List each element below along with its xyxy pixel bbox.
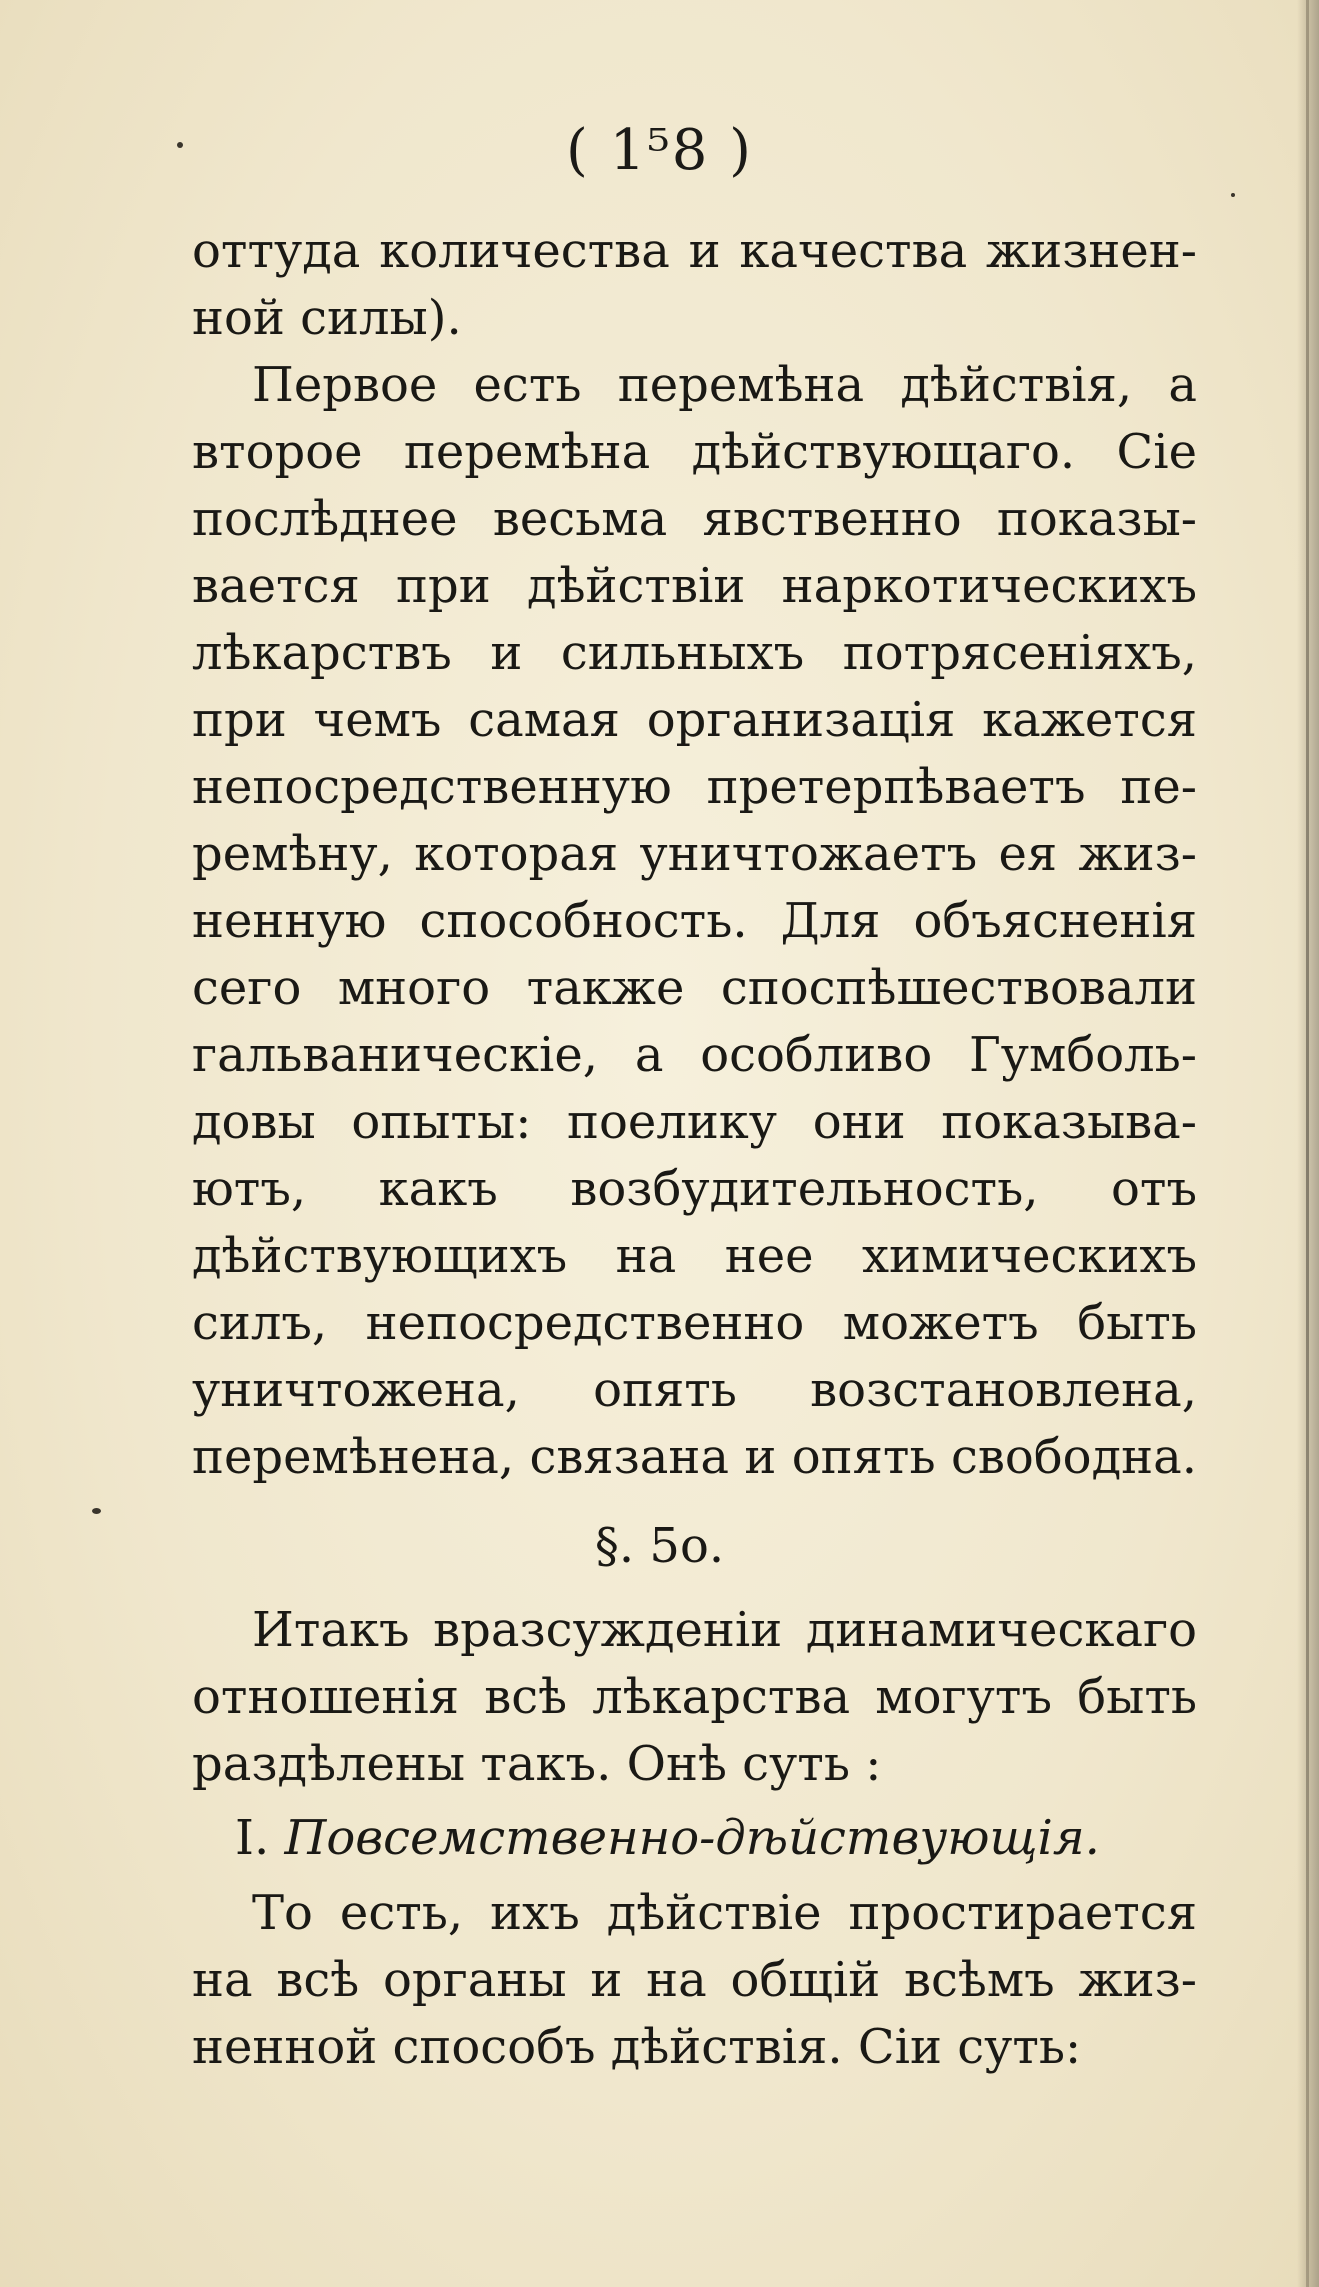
text-line: гальваническіе, а особливо Гумболь-	[192, 1027, 1197, 1083]
text-line: довы опыты: поелику они показыва-	[192, 1094, 1197, 1150]
text-line: непосредственную претерпѣваетъ пе-	[192, 759, 1197, 815]
text-line: уничтожена, опять возстановлена,	[192, 1362, 1197, 1418]
text-line: перемѣнена, связана и опять свободна.	[192, 1429, 1197, 1485]
text-line: ной силы).	[192, 290, 462, 346]
text-line: ненной способъ дѣйствія. Сіи суть:	[192, 2019, 1082, 2075]
text-line: ютъ, какъ возбудительность, отъ	[192, 1161, 1197, 1217]
ink-speck	[1231, 193, 1235, 197]
text-line: Первое есть перемѣна дѣйствія, а	[252, 357, 1197, 413]
text-line: ремѣну, которая уничтожаетъ ея жиз-	[192, 826, 1197, 882]
list-item-numeral: I.	[235, 1810, 270, 1866]
text-line: на всѣ органы и на общій всѣмъ жиз-	[192, 1952, 1197, 2008]
section-mark: §. 5о.	[594, 1518, 725, 1574]
text-line: дѣйствующихъ на нее химическихъ	[192, 1228, 1197, 1284]
text-line: сего много также споспѣшествовали	[192, 960, 1197, 1016]
text-line: отношенія всѣ лѣкарства могутъ быть	[192, 1669, 1197, 1725]
text-line: вается при дѣйствіи наркотическихъ	[192, 558, 1197, 614]
text-line: оттуда количества и качества жизнен-	[192, 223, 1197, 279]
page-edge-line	[1306, 0, 1309, 2287]
text-line: Итакъ вразсужденіи динамическаго	[252, 1602, 1197, 1658]
page-number: ( 1⁵8 )	[565, 118, 753, 183]
text-line: силъ, непосредственно можетъ быть	[192, 1295, 1197, 1351]
text-line: лѣкарствъ и сильныхъ потрясеніяхъ,	[192, 625, 1197, 681]
text-line: при чемъ самая организація кажется	[192, 692, 1197, 748]
text-line: То есть, ихъ дѣйствіе простирается	[252, 1885, 1197, 1941]
text-line: раздѣлены такъ. Онѣ суть :	[192, 1736, 882, 1792]
list-item-title: Повсемственно-дѣйствующія.	[284, 1810, 1100, 1866]
text-line: ненную способность. Для объясненія	[192, 893, 1197, 949]
list-item-heading	[235, 1805, 1100, 1871]
text-line: второе перемѣна дѣйствующаго. Сіе	[192, 424, 1197, 480]
text-line: послѣднее весьма явственно показы-	[192, 491, 1197, 547]
